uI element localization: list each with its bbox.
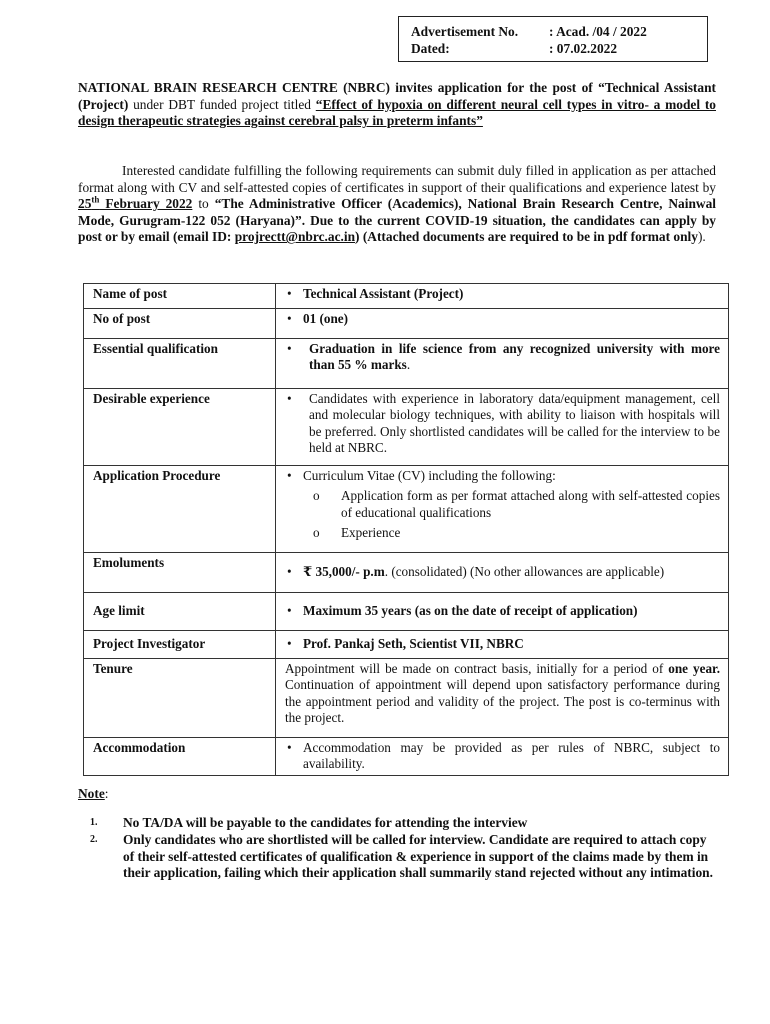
project-investigator-value: Prof. Pankaj Seth, Scientist VII, NBRC [303,636,524,652]
age-limit-value: Maximum 35 years (as on the date of receipt of application) [303,603,638,619]
sub-bullet-icon: o [313,525,320,541]
bullet-icon: • [287,341,292,356]
bullet-icon: • [287,603,292,619]
advertisement-number-label: Advertisement No. [411,24,519,39]
bullet-icon: • [287,740,292,755]
name-of-post-value: Technical Assistant (Project) [303,286,464,301]
desirable-experience-value: Candidates with experience in laboratory data/equipment management, cell and molecular biology techniques, with ability to liaison with hospitals will be preferred. Only shortlisted candidates will be called for the interview to be held at NBRC. [309,391,720,456]
deadline-date: 25th February 2022 [78,194,193,212]
no-of-post-value: 01 (one) [303,311,349,326]
emoluments-amount: ₹ 35,000/- p.m [303,564,385,580]
project-investigator-cell [276,631,729,659]
essential-qualification-value: Graduation in life science from any recognized university with more than 55 % marks [309,341,720,373]
advertisement-date-label: Dated: [411,41,450,56]
list-item [313,525,720,541]
table-row [84,284,729,309]
table-row [84,593,729,631]
bullet-icon: • [287,391,292,406]
project-investigator-label: Project Investigator [84,631,276,659]
table-row [84,659,729,738]
intro-paragraph [78,80,716,130]
paragraph-end: ). [697,229,706,245]
project-title: “Effect of hypoxia on different neural cell types in vitro- a model to design therapeutic strategies against cerebral palsy in preterm infants” [78,96,716,129]
name-of-post-cell [276,284,729,309]
accommodation-label: Accommodation [84,738,276,776]
essential-period: . [406,357,411,373]
advertisement-box [398,16,708,62]
note-colon: : [104,786,109,801]
application-procedure-cell [276,466,729,553]
intro-org-text: NATIONAL BRAIN RESEARCH CENTRE (NBRC) invites application for the post of [78,80,593,95]
tenure-text: Appointment will be made on contract basis, initially for a period of [285,661,669,676]
table-row [84,466,729,553]
bullet-icon: • [287,468,292,483]
table-row [84,309,729,339]
bullet-icon: • [287,564,292,580]
bullet-icon: • [287,311,292,326]
table-row [84,738,729,776]
advertisement-date-value: : 07.02.2022 [549,41,618,56]
table-row [84,389,729,466]
address-text: “The Administrative Officer (Academics), National Brain Research Centre, Nainwal Mode, Gurugram-122 052 (Haryana)”. Due to the current COVID-19 situation, the candidates can apply by post or by email (email ID: [78,196,716,245]
tenure-cell [276,659,729,738]
note-text: Only candidates who are shortlisted will be called for interview. Candidate are required to attach copy of their self-attested certificates of qualification & experience in support of the claims made by them in their application, failing which their application shall summarily stand rejected without any intimation. [123,831,713,881]
tenure-text-continued: Continuation of appointment will depend upon satisfactory performance during the appointment period and validity of the project. The post is co-terminus with the project. [285,677,720,726]
tenure-label: Tenure [84,659,276,738]
intro-under-text: under DBT funded project titled [128,96,316,112]
advertisement-number-value: : Acad. /04 / 2022 [549,24,647,39]
emoluments-cell [276,553,729,593]
application-item-text: Application form as per format attached along with self-attested copies of educational qualifications [341,488,720,520]
instructions-to-text: to [192,196,215,212]
bullet-icon: • [287,286,292,301]
accommodation-value: Accommodation may be provided as per rules of NBRC, subject to availability. [303,740,720,772]
bullet-icon: • [287,636,292,652]
age-limit-label: Age limit [84,593,276,631]
no-of-post-cell [276,309,729,339]
note-number: 2. [90,833,98,845]
list-item [90,832,718,882]
emoluments-label: Emoluments [84,553,276,593]
note-heading [78,786,109,802]
table-row [84,339,729,389]
essential-qualification-cell [276,339,729,389]
accommodation-cell [276,738,729,776]
desirable-experience-label: Desirable experience [84,389,276,466]
instructions-text: Interested candidate fulfilling the following requirements can submit duly filled in application as per attached format along with CV and self-attested copies of certificates in support of their qualifications and experience latest by [78,163,716,195]
email-link[interactable]: projrectt@nbrc.ac.in [234,229,356,245]
instructions-paragraph [78,163,716,246]
note-text: No TA/DA will be payable to the candidates for attending the interview [123,815,528,830]
pdf-note-text: ) (Attached documents are required to be in pdf format only [355,229,698,245]
application-item-text: Experience [341,525,401,541]
age-limit-cell [276,593,729,631]
essential-qualification-label: Essential qualification [84,339,276,389]
list-item [90,815,718,832]
desirable-experience-cell [276,389,729,466]
application-procedure-value: Curriculum Vitae (CV) including the following: [303,468,556,483]
table-row [84,631,729,659]
emoluments-detail: . (consolidated) (No other allowances are applicable) [384,564,665,580]
list-item [313,488,720,521]
name-of-post-label: Name of post [84,284,276,309]
notes-list [90,815,718,882]
advertisement-date-row [411,40,697,57]
advertisement-number-row [411,23,697,40]
application-procedure-label: Application Procedure [84,466,276,553]
table-row [84,553,729,593]
note-label: Note [78,786,105,801]
intro-post-text: “Technical Assistant (Project) [78,80,716,112]
no-of-post-label: No of post [84,309,276,339]
requirements-table [83,283,729,776]
note-number: 1. [90,817,98,828]
tenure-period: one year. [668,661,720,676]
sub-bullet-icon: o [313,488,320,504]
